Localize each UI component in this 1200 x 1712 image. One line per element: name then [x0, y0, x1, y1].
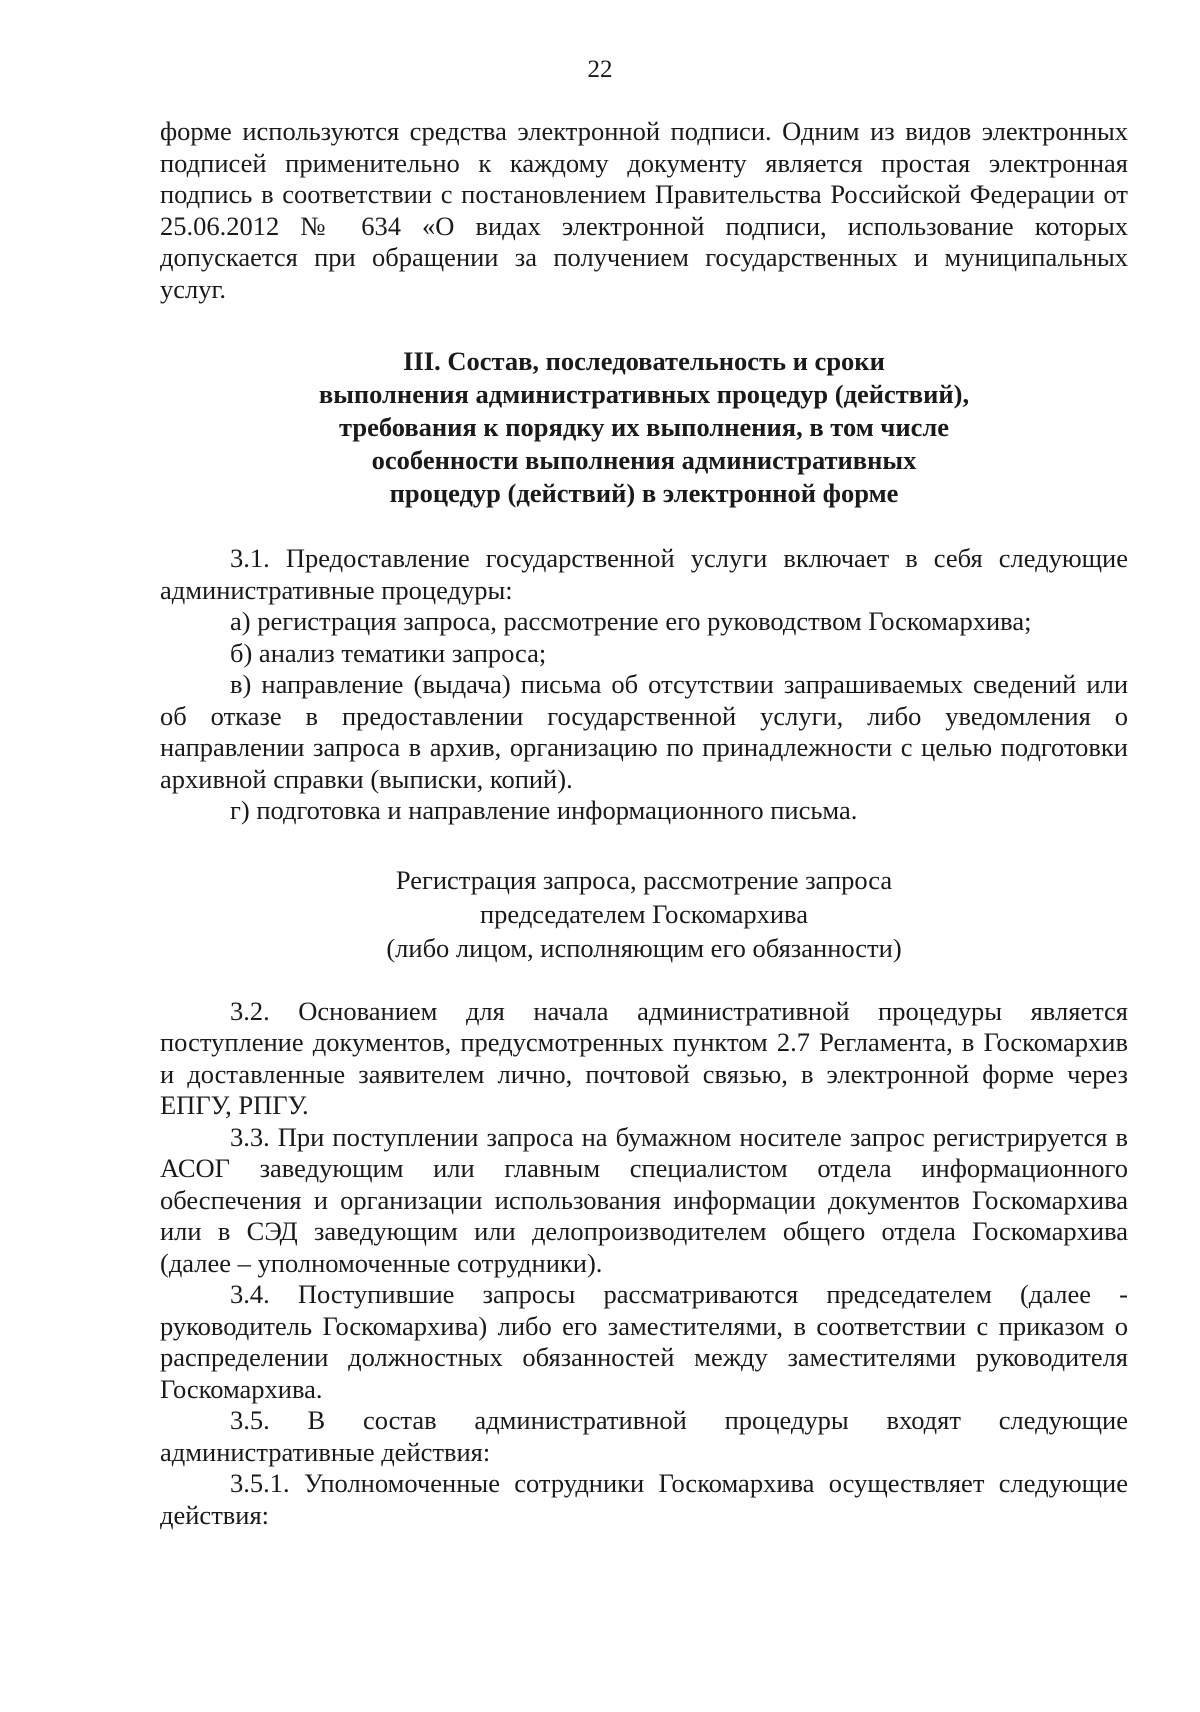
paragraph-3-5-1: 3.5.1. Уполномоченные сотрудники Госкомархива осуществляет следующие действия:: [160, 1468, 1128, 1530]
subsection-title: [160, 863, 1128, 965]
page-number: 22: [587, 56, 613, 83]
section-title-line: процедур (действий) в электронной форме: [389, 478, 899, 508]
section-title-line: особенности выполнения административных: [371, 445, 917, 475]
paragraph-3-2: 3.2. Основанием для начала административной процедуры является поступление документов, предусмотренных пунктом 2.7 Регламента, в Госкомархив и доставленные заявителем лично, почтовой связью, в электронной форме через ЕПГУ, РПГУ.: [160, 995, 1128, 1120]
subsection-title-line: (либо лицом, исполняющим его обязанности): [386, 932, 902, 963]
paragraph-3-4: 3.4. Поступившие запросы рассматриваются председателем (далее - руководитель Госкомархива) либо его заместителями, в соответствии с приказом о распределении должностных обязанностей между заместителями руководителя Госкомархива.: [160, 1279, 1128, 1404]
subsection-title-line: председателем Госкомархива: [479, 898, 808, 929]
paragraph-3-5: 3.5. В состав административной процедуры входят следующие административные действия:: [160, 1405, 1128, 1467]
paragraph-3-1-c: в) направление (выдача) письма об отсутствии запрашиваемых сведений или об отказе в предоставлении государственной услуги, либо уведомления о направлении запроса в архив, организацию по принадлежности с целью подготовки архивной справки (выписки, копий).: [160, 669, 1128, 794]
section-title-line: III. Состав, последовательность и сроки: [403, 346, 885, 376]
section-title: [160, 345, 1128, 510]
subsection-title-line: Регистрация запроса, рассмотрение запроса: [395, 864, 893, 895]
section-title-line: выполнения административных процедур (действий),: [318, 379, 970, 409]
paragraph-3-1-d: г) подготовка и направление информационного письма.: [230, 795, 858, 825]
paragraph-3-3: 3.3. При поступлении запроса на бумажном носителе запрос регистрируется в АСОГ заведующим или главным специалистом отдела информационного обеспечения и организации использования информации документов Госкомархива или в СЭД заведующим или делопроизводителем общего отдела Госкомархива (далее – уполномоченные сотрудники).: [160, 1121, 1128, 1278]
page-content: [160, 116, 1128, 1531]
section-title-line: требования к порядку их выполнения, в том числе: [338, 412, 950, 442]
paragraph-3-1: 3.1. Предоставление государственной услуги включает в себя следующие административные процедуры:: [160, 543, 1128, 605]
paragraph-3-1-b: б) анализ тематики запроса;: [230, 637, 547, 668]
paragraph-3-1-a: а) регистрация запроса, рассмотрение его руководством Госкомархива;: [230, 606, 1032, 636]
intro-paragraph: форме используются средства электронной подписи. Одним из видов электронных подписей применительно к каждому документу является простая электронная подпись в соответствии с постановлением Правительства Российской Федерации от 25.06.2012 № 634 «О видах электронной подписи, использование которых допускается при обращении за получением государственных и муниципальных услуг.: [160, 116, 1128, 304]
